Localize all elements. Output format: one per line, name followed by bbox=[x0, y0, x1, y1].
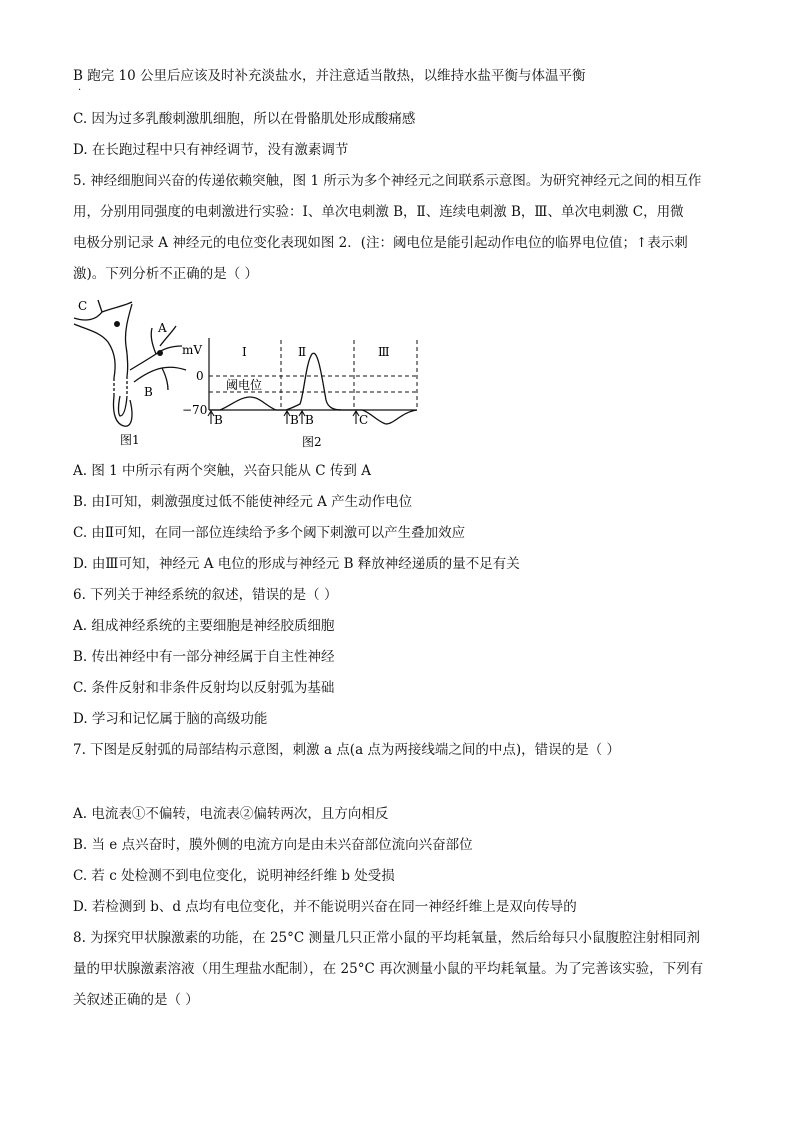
section-2-label: Ⅱ bbox=[298, 345, 307, 359]
stim-b-label: B bbox=[214, 413, 223, 427]
text-line: 电极分别记录 A 神经元的电位变化表现如图 2．(注：阈电位是能引起动作电位的临界电位值；↑表示刺 bbox=[73, 235, 688, 251]
stimulus-arrows bbox=[208, 411, 359, 424]
text-line: 量的甲状腺激素溶液（用生理盐水配制），在 25°C 再次测量小鼠的平均耗氧量。为了完善该实验，下列有 bbox=[73, 961, 704, 977]
text-line: D. 学习和记忆属于脑的高级功能 bbox=[73, 711, 268, 727]
section-1-label: Ⅰ bbox=[242, 345, 247, 359]
text-line: 5. 神经细胞间兴奋的传递依赖突触，图 1 所示为多个神经元之间联系示意图。为研究神经元之间的相互作 bbox=[73, 173, 702, 189]
stim-c-label: C bbox=[359, 413, 369, 427]
text-line: D. 在长跑过程中只有神经调节，没有激素调节 bbox=[73, 142, 349, 158]
section-3-label: Ⅲ bbox=[378, 345, 390, 359]
text-line: 关叙述正确的是（ ） bbox=[73, 992, 199, 1008]
neg70-label: −70 bbox=[182, 403, 208, 417]
stim-b-label: B bbox=[305, 413, 314, 427]
text-line: B. 由Ⅰ可知，刺激强度过低不能使神经元 A 产生动作电位 bbox=[73, 494, 413, 510]
figure-1-caption: 图1 bbox=[120, 433, 140, 447]
text-line: 7. 下图是反射弧的局部结构示意图，刺激 a 点(a 点为两接线端之间的中点)，错误的是（ ） bbox=[73, 742, 620, 758]
neuron-a-nucleus bbox=[157, 350, 163, 356]
text-line: 6. 下列关于神经系统的叙述，错误的是（ ） bbox=[73, 587, 338, 603]
stray-dot: · bbox=[78, 85, 82, 96]
text-line: 用，分别用同强度的电刺激进行实验：Ⅰ、单次电刺激 B，Ⅱ、连续电刺激 B，Ⅲ、单次电刺激 C，用微 bbox=[73, 204, 684, 220]
stim-b-label: B bbox=[290, 413, 299, 427]
neuron-figure-svg bbox=[72, 296, 442, 456]
figure-2-recording bbox=[182, 338, 417, 449]
text-line: D. 由Ⅲ可知，神经元 A 电位的形成与神经元 B 释放神经递质的量不足有关 bbox=[73, 556, 520, 572]
text-line: B. 传出神经中有一部分神经属于自主性神经 bbox=[73, 649, 335, 665]
text-line: D. 若检测到 b、d 点均有电位变化，并不能说明兴奋在同一神经纤维上是双向传导的 bbox=[73, 899, 577, 915]
threshold-label: 阈电位 bbox=[226, 378, 263, 392]
text-line: C. 条件反射和非条件反射均以反射弧为基础 bbox=[73, 680, 335, 696]
text-line: 激)。下列分析不正确的是（ ） bbox=[73, 266, 259, 282]
label-b: B bbox=[144, 385, 153, 399]
zero-label: 0 bbox=[196, 369, 204, 383]
text-line: B 跑完 10 公里后应该及时补充淡盐水，并注意适当散热，以维持水盐平衡与体温平衡 bbox=[73, 68, 586, 84]
text-line: A. 电流表①不偏转，电流表②偏转两次，且方向相反 bbox=[73, 806, 389, 822]
unit-label: mV bbox=[182, 343, 203, 357]
text-line: C. 若 c 处检测不到电位变化，说明神经纤维 b 处受损 bbox=[73, 868, 395, 884]
text-line: A. 组成神经系统的主要细胞是神经胶质细胞 bbox=[73, 618, 335, 634]
figure-2-caption: 图2 bbox=[302, 435, 322, 449]
figure-1-neurons bbox=[74, 300, 186, 426]
text-line: B. 当 e 点兴奋时，膜外侧的电流方向是由未兴奋部位流向兴奋部位 bbox=[73, 837, 473, 853]
label-a: A bbox=[158, 321, 167, 335]
neuron-figure bbox=[72, 296, 442, 456]
text-line: 8. 为探究甲状腺激素的功能，在 25°C 测量几只正常小鼠的平均耗氧量，然后给每只小鼠腹腔注射相同剂 bbox=[73, 930, 701, 946]
label-c: C bbox=[78, 299, 88, 313]
text-line: C. 因为过多乳酸刺激肌细胞，所以在骨骼肌处形成酸痛感 bbox=[73, 111, 416, 127]
text-line: A. 图 1 中所示有两个突触，兴奋只能从 C 传到 A bbox=[73, 463, 371, 479]
neuron-c-nucleus bbox=[114, 321, 120, 327]
text-line: C. 由Ⅱ可知，在同一部位连续给予多个阈下刺激可以产生叠加效应 bbox=[73, 525, 466, 541]
